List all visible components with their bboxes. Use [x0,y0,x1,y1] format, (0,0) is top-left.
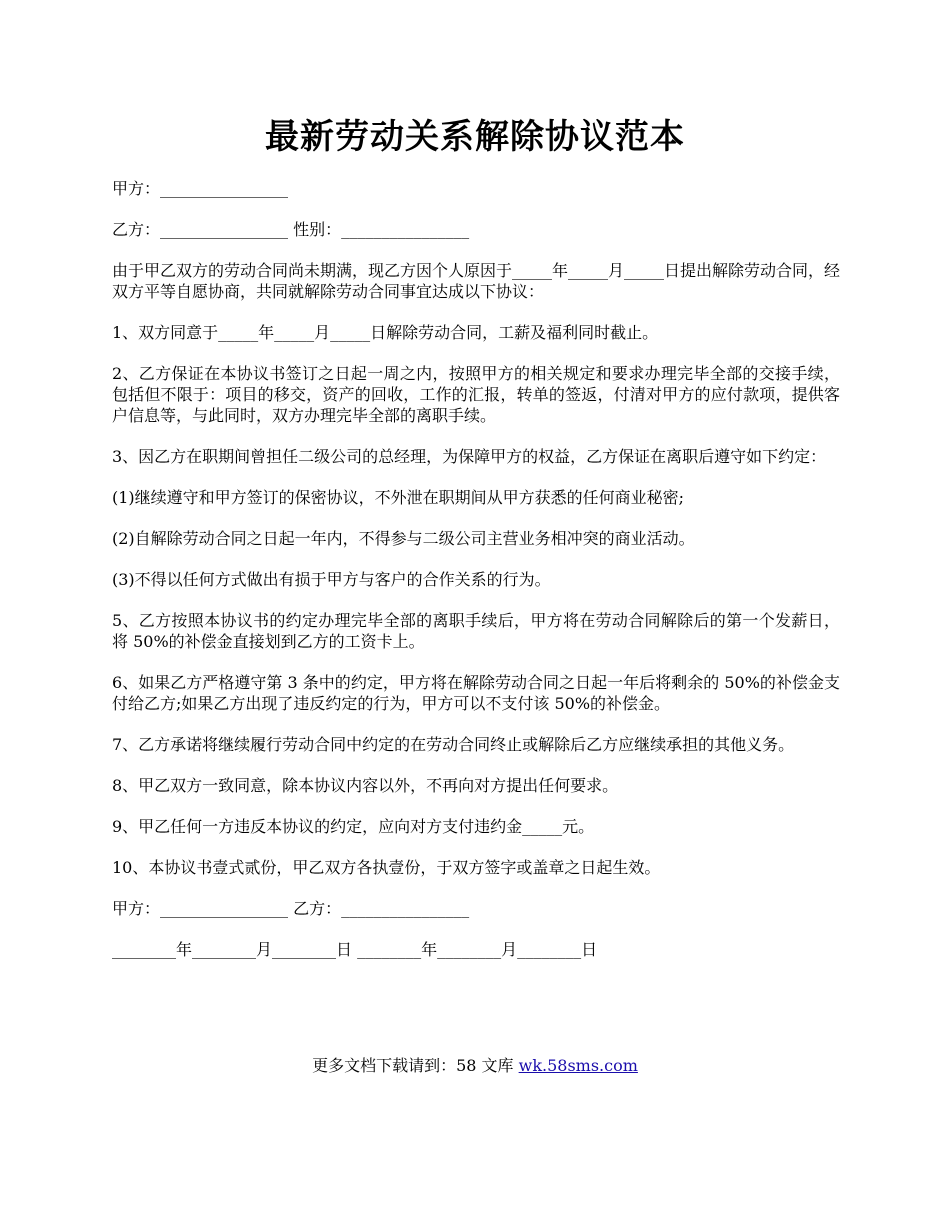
sub-clause-2: (2)自解除劳动合同之日起一年内，不得参与二级公司主营业务相冲突的商业活动。 [112,529,695,548]
document-title: 最新劳动关系解除协议范本 [265,117,685,157]
sub-clause-3: (3)不得以任何方式做出有损于甲方与客户的合作关系的行为。 [112,570,551,589]
clause-7: 7、乙方承诺将继续履行劳动合同中约定的在劳动合同终止或解除后乙方应继续承担的其他义务。 [112,735,795,754]
download-footer [0,1055,950,1077]
document-body [112,178,840,980]
clause-5: 5、乙方按照本协议书的约定办理完毕全部的离职手续后，甲方将在劳动合同解除后的第一个发薪日，将 50%的补偿金直接划到乙方的工资卡上。 [112,611,840,651]
clause-3: 3、因乙方在职期间曾担任二级公司的总经理，为保障甲方的权益，乙方保证在离职后遵守如下约定： [112,447,827,466]
sub-clause-1: (1)继续遵守和甲方签订的保密协议，不外泄在职期间从甲方获悉的任何商业秘密; [112,488,685,507]
signature-line: 甲方：________________ 乙方：________________ [112,899,470,918]
clause-8: 8、甲乙双方一致同意，除本协议内容以外，不再向对方提出任何要求。 [112,776,619,795]
clause-10: 10、本协议书壹式贰份，甲乙双方各执壹份，于双方签字或盖章之日起生效。 [112,858,661,877]
clause-9: 9、甲乙任何一方违反本协议的约定，应向对方支付违约金_____元。 [112,817,595,836]
clause-6: 6、如果乙方严格遵守第 3 条中的约定，甲方将在解除劳动合同之日起一年后将剩余的 50%的补偿金支付给乙方;如果乙方出现了违反约定的行为，甲方可以不支付该 50%的补偿金。 [112,673,840,713]
footer-link[interactable]: wk.58sms.com [518,1056,638,1075]
footer-prefix: 更多文档下载请到：58 文库 [312,1056,519,1075]
clause-2: 2、乙方保证在本协议书签订之日起一周之内，按照甲方的相关规定和要求办理完毕全部的交接手续，包括但不限于：项目的移交，资产的回收，工作的汇报，转单的签返，付清对甲方的应付款项，提供客户信息等，与此同时，双方办理完毕全部的离职手续。 [112,364,840,425]
intro-paragraph: 由于甲乙双方的劳动合同尚未期满，现乙方因个人原因于_____年_____月_____日提出解除劳动合同，经双方平等自愿协商，共同就解除劳动合同事宜达成以下协议： [112,261,841,301]
party-a-line: 甲方：________________ [112,179,289,198]
party-b-line: 乙方：________________ 性别：________________ [112,220,470,239]
date-line: ________年________月________日 ________年________月________日 [112,940,598,959]
clause-1: 1、双方同意于_____年_____月_____日解除劳动合同，工薪及福利同时截止。 [112,323,659,342]
